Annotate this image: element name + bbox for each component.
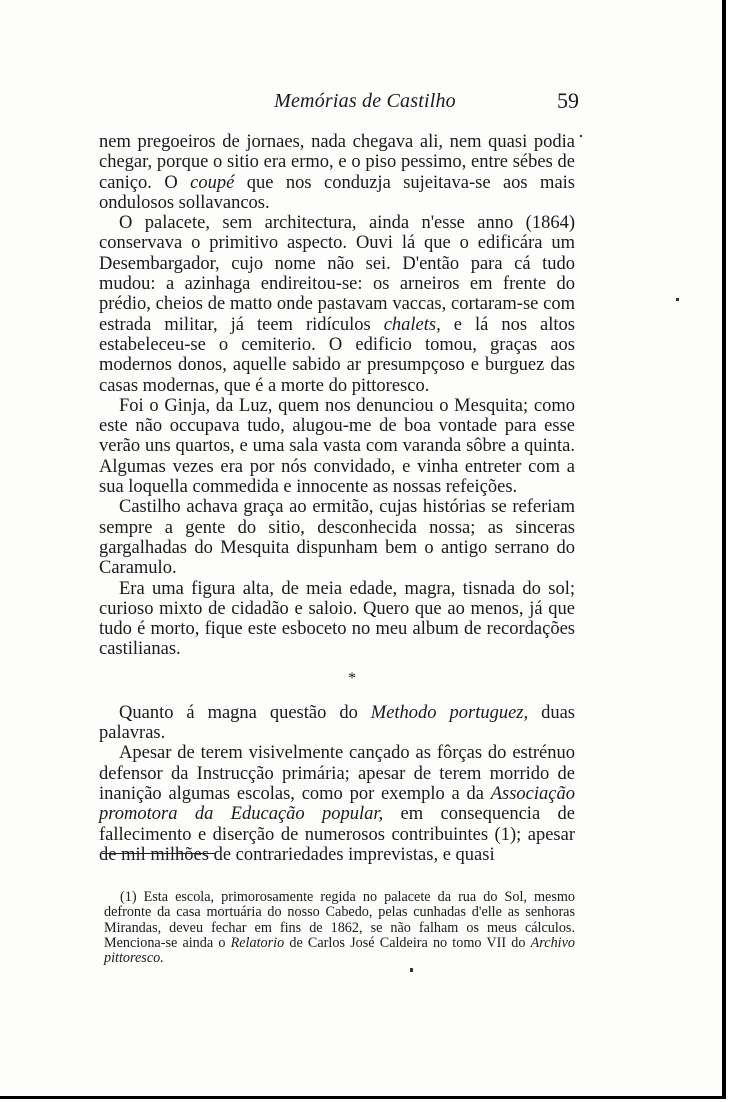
- footnote-rule: [102, 853, 216, 854]
- paragraph: [99, 703, 575, 744]
- ink-speck: [676, 298, 679, 301]
- italic-text: Archivo pittoresco.: [104, 935, 575, 967]
- text-run: em consequencia de fallecimento e diserção de numerosos contribuintes (1); apesar de mil milhões de contrariedades imprevistas, e quasi: [99, 804, 575, 865]
- running-title: Memórias de Castilho: [274, 90, 456, 112]
- paragraph: [99, 132, 575, 213]
- italic-text: chalets,: [383, 314, 441, 335]
- italic-text: Methodo portuguez,: [370, 702, 529, 723]
- paragraph: [99, 497, 575, 578]
- footnote: [104, 890, 575, 966]
- paragraph: [99, 579, 575, 660]
- text-run: Quanto á magna questão do: [119, 702, 371, 723]
- page-number: 59: [557, 88, 579, 113]
- section-break-ornament: *: [348, 669, 356, 687]
- text-run: nem pregoeiros de jornaes, nada chegava ali, nem quasi podia chegar, porque o sitio era ermo, e o piso pessimo, entre sébes de caniço. O: [99, 132, 575, 193]
- text-run: Era uma figura alta, de meia edade, magra, tisnada do sol; curioso mixto de cidadão e saloio. Quero que ao menos, já que tudo é morto, fique este esboceto no meu album de recordações castilianas.: [99, 578, 575, 660]
- paragraphs-before-break: [99, 132, 575, 660]
- ink-speck: [410, 968, 413, 972]
- italic-text: coupé: [190, 172, 235, 193]
- body-text: [99, 132, 575, 865]
- text-run: O palacete, sem architectura, ainda n'esse anno (1864) conservava o primitivo aspecto. Ouvi lá que o edificára um Desembargador, cujo nome não sei. D'então para cá tudo mudou: a azinhaga endireitou-se: os arneiros em frente do prédio, cheios de matto onde pastavam vaccas, cortaram-se com estrada militar, já teem ridículos: [99, 213, 575, 335]
- text-run: e lá nos altos estabeleceu-se o cemiterio. O edificio tomou, graças aos modernos donos, aquelle sabido ar presumpçoso e burguez das casas modernas, que é a morte do pittoresco.: [99, 314, 575, 396]
- text-run: duas palavras.: [99, 702, 575, 744]
- section-gap: [99, 691, 575, 703]
- text-run: (1) Esta escola, primorosamente regida no palacete da rua do Sol, mesmo defronte da casa mortuária do nosso Cabedo, pelas cunhadas d'elle as senhoras Mirandas, deveu fechar em fins de 1862, se não falham os meus cálculos. Menciona-se ainda o: [104, 889, 575, 952]
- ink-speck: [580, 135, 582, 137]
- text-run: de Carlos José Caldeira no tomo VII do: [284, 935, 531, 952]
- paragraph: [99, 396, 575, 497]
- paragraph: [99, 213, 575, 396]
- paragraphs-after-break: [99, 703, 575, 865]
- running-head: [0, 86, 730, 116]
- text-run: Castilho achava graça ao ermitão, cujas histórias se referiam sempre a gente do sitio, desconhecida nossa; as sinceras gargalhadas do Mesquita dispunham bem o antigo serrano do Caramulo.: [99, 497, 575, 579]
- paragraph: [99, 743, 575, 865]
- text-run: que nos conduzja sujeitava-se aos mais ondulosos sollavancos.: [99, 172, 575, 213]
- italic-text: Associação promotora da Educação popular,: [99, 783, 575, 825]
- italic-text: Relatorio: [230, 935, 285, 952]
- text-run: Apesar de terem visivelmente cançado as fôrças do estrénuo defensor da Instrucção primária; apesar de terem morrido de inanição algumas escolas, como por exemplo a da: [99, 743, 575, 804]
- text-run: Foi o Ginja, da Luz, quem nos denunciou o Mesquita; como este não occupava tudo, alugou-me de boa vontade para esse verão uns quartos, e uma sala vasta com varanda sôbre a quinta. Algumas vezes era por nós convidado, e vinha entreter com a sua loquella commedida e innocente as nossas refeições.: [99, 395, 575, 498]
